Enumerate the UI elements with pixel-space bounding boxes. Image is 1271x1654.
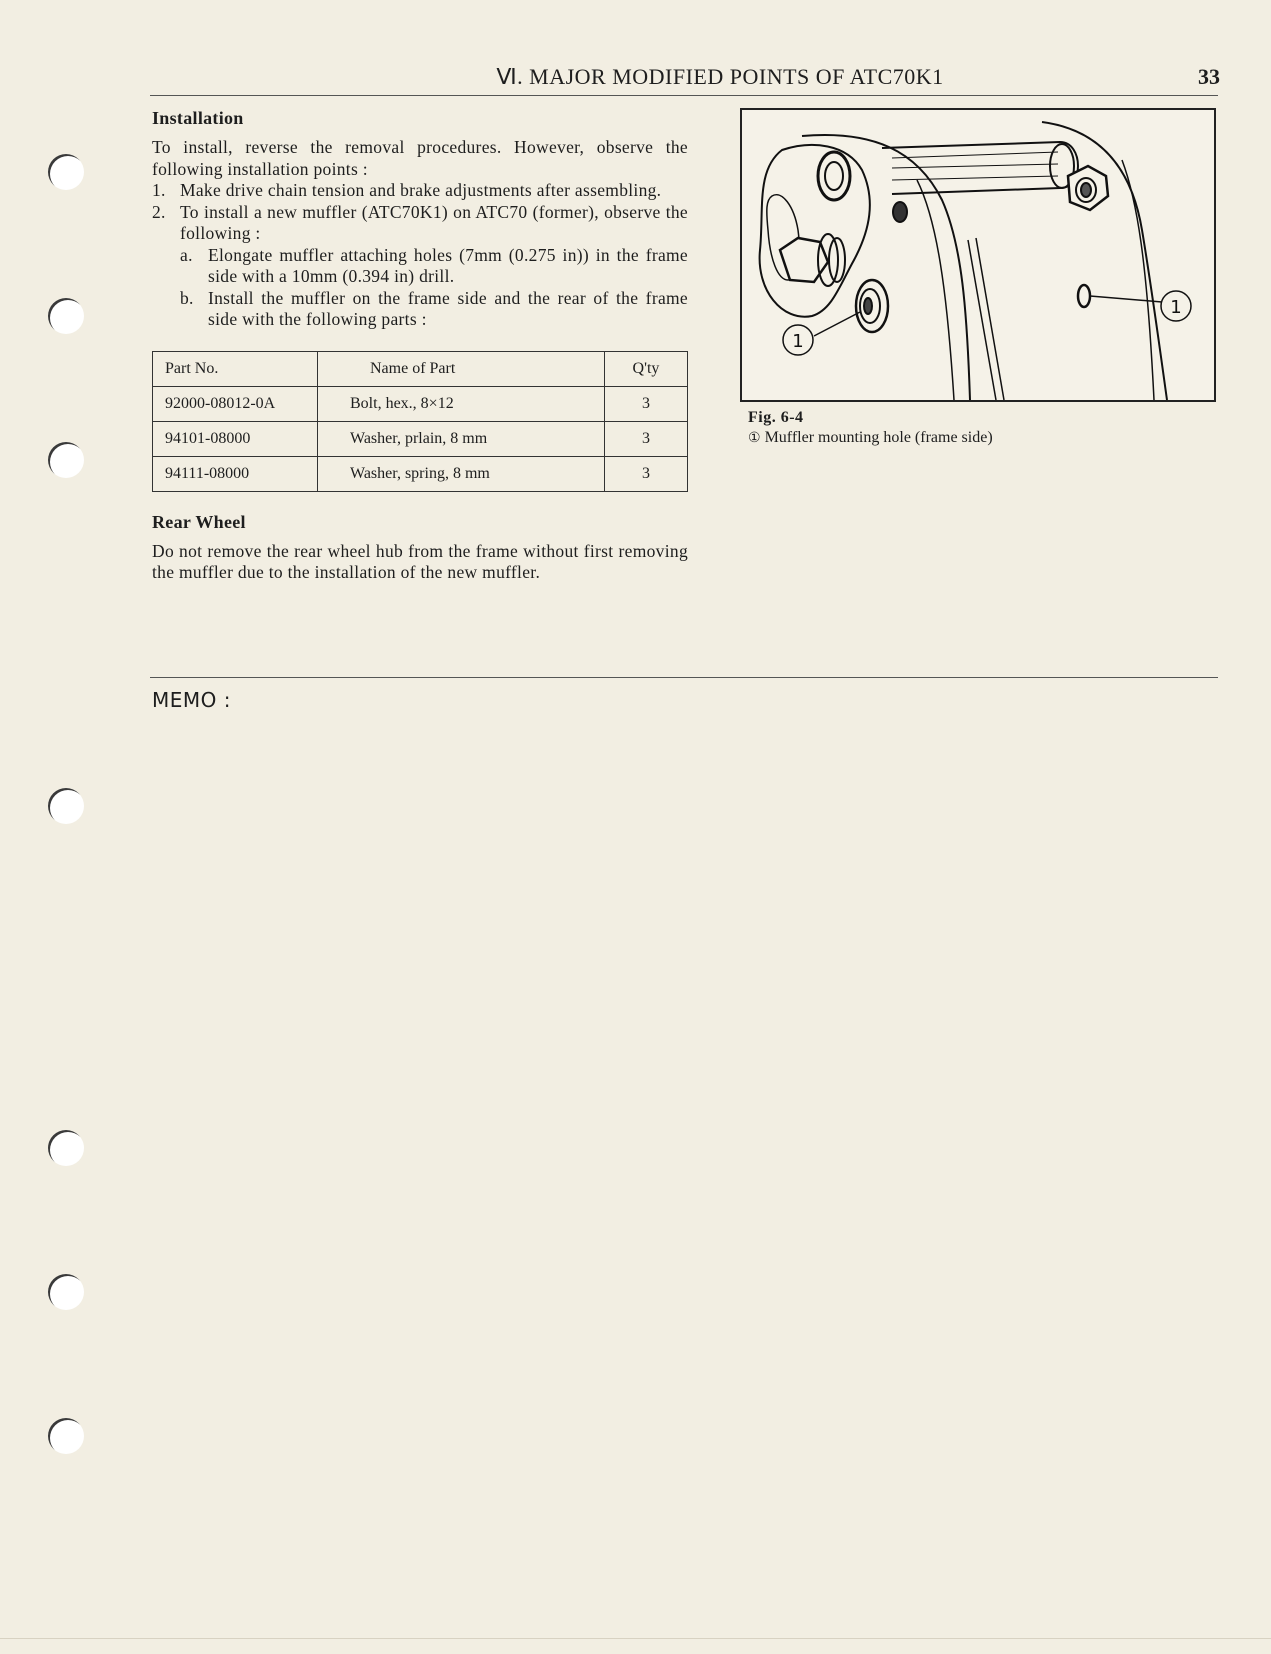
part-number-cell: 92000-08012-0A xyxy=(153,386,318,421)
memo-divider xyxy=(150,677,1218,678)
callout-1-right: 1 xyxy=(1170,297,1182,318)
part-name-cell: Bolt, hex., 8×12 xyxy=(318,386,605,421)
sub-list-item xyxy=(152,288,688,331)
quantity-cell: 3 xyxy=(605,456,688,491)
list-item xyxy=(152,180,688,202)
list-item-text: Make drive chain tension and brake adjustments after assembling. xyxy=(180,180,662,200)
punch-hole xyxy=(48,1418,84,1454)
column-header-name: Name of Part xyxy=(318,351,605,386)
list-item-text: To install a new muffler (ATC70K1) on ATC70 (former), observe the following : xyxy=(180,201,688,243)
part-name-cell: Washer, spring, 8 mm xyxy=(318,456,605,491)
table-row xyxy=(153,421,688,456)
left-column xyxy=(152,104,688,584)
sub-list-item-text: Install the muffler on the frame side and the rear of the frame side with the following parts : xyxy=(208,287,688,329)
part-number-cell: 94111-08000 xyxy=(153,456,318,491)
figure-caption xyxy=(748,408,993,449)
rear-wheel-text: Do not remove the rear wheel hub from the frame without first removing the muffler due to the installation of the new muffler. xyxy=(152,540,688,582)
installation-intro: To install, reverse the removal procedures. However, observe the following installation points : xyxy=(152,137,688,179)
parts-table xyxy=(152,351,688,492)
punch-hole xyxy=(48,154,84,190)
part-name-cell: Washer, prlain, 8 mm xyxy=(318,421,605,456)
punch-hole xyxy=(48,788,84,824)
part-number-cell: 94101-08000 xyxy=(153,421,318,456)
list-item-number: 1. xyxy=(152,180,166,200)
quantity-cell: 3 xyxy=(605,386,688,421)
quantity-cell: 3 xyxy=(605,421,688,456)
sub-list-item-text: Elongate muffler attaching holes (7mm (0.275 in)) in the frame side with a 10mm (0.394 in) drill. xyxy=(208,244,688,286)
list-item-number: 2. xyxy=(152,201,166,222)
legend-mark: ① xyxy=(748,431,761,446)
chapter-title: Ⅵ. MAJOR MODIFIED POINTS OF ATC70K1 xyxy=(496,64,944,89)
list-item xyxy=(152,202,688,245)
muffler-frame-drawing xyxy=(742,110,1214,400)
table-row xyxy=(153,456,688,491)
page-bottom-edge xyxy=(0,1638,1271,1639)
table-row xyxy=(153,386,688,421)
memo-label: MEMO : xyxy=(152,688,231,712)
punch-hole xyxy=(48,298,84,334)
sub-list-item xyxy=(152,245,688,288)
figure-illustration xyxy=(740,108,1216,402)
page-number: 33 xyxy=(1198,64,1220,89)
callout-1-left: 1 xyxy=(792,331,804,352)
sub-list-item-letter: a. xyxy=(180,244,193,265)
column-header-qty: Q'ty xyxy=(605,351,688,386)
installation-heading: Installation xyxy=(152,108,244,128)
punch-hole xyxy=(48,442,84,478)
figure-legend xyxy=(748,428,993,449)
legend-text: Muffler mounting hole (frame side) xyxy=(764,429,993,446)
column-header-part-no: Part No. xyxy=(153,351,318,386)
punch-hole xyxy=(48,1130,84,1166)
figure-number: Fig. 6-4 xyxy=(748,409,804,426)
punch-hole xyxy=(48,1274,84,1310)
header-divider xyxy=(150,95,1218,96)
rear-wheel-heading: Rear Wheel xyxy=(152,511,246,532)
sub-list-item-letter: b. xyxy=(180,287,194,308)
table-header-row xyxy=(153,351,688,386)
